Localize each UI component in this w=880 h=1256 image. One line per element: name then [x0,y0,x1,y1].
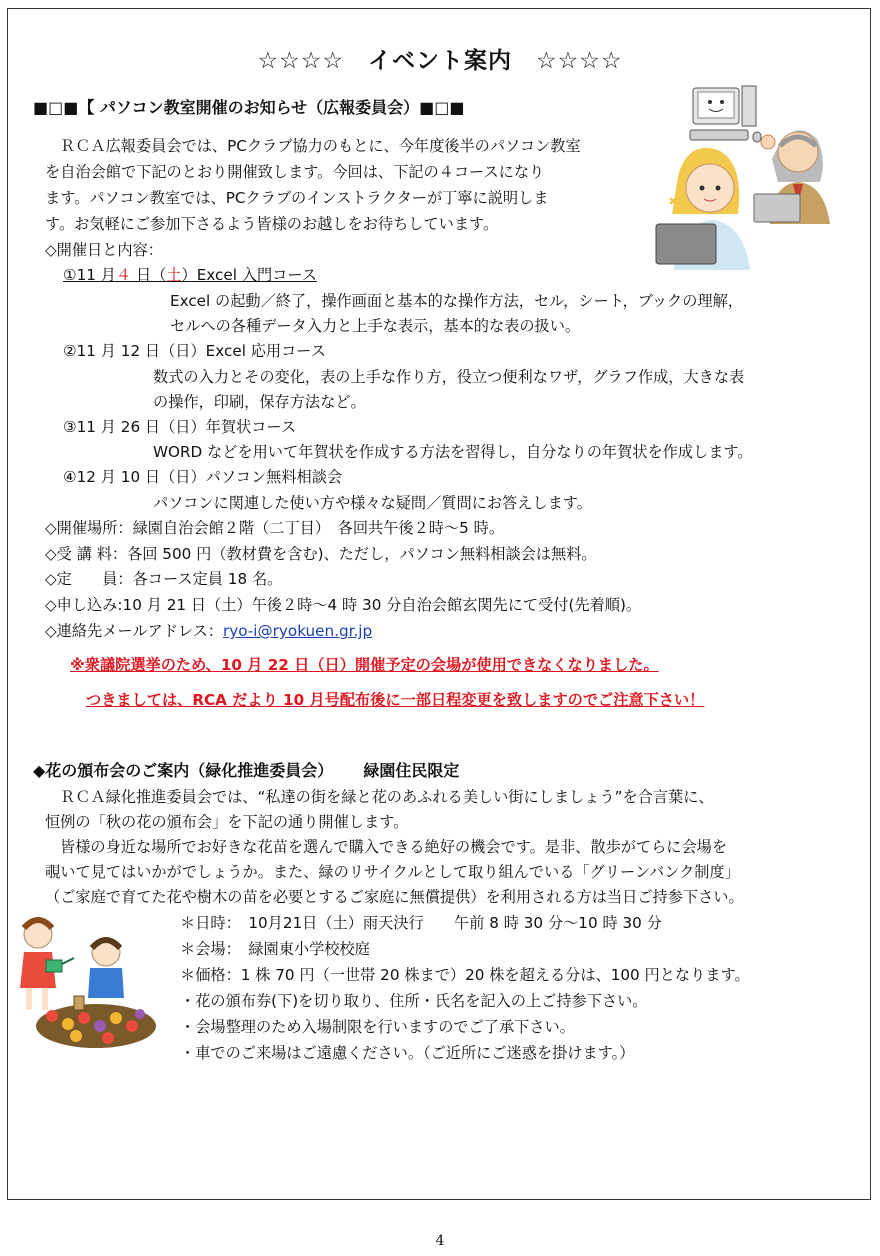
contact-line [45,619,372,644]
venue-line: ◇開催場所：緑園自治会館２階（二丁目） 各回共午後２時～5 時。 [45,519,505,537]
residents-only-tag: 緑園住民限定 [363,761,460,780]
flower-kids-illustration [12,908,160,1056]
course1-desc: セルへの各種データ入力と上手な表示，基本的な表の扱い。 [170,317,581,335]
flower-para-line: 恒例の「秋の花の頒布会」を下記の通り開催します。 [45,813,409,831]
flower-heading-text: ◆花の頒布会のご案内（緑化推進委員会） [33,761,334,780]
course1-day: ４ [115,266,132,284]
schedule-label: ◇開催日と内容： [45,241,163,259]
course1-weekday: 土 [166,266,182,284]
course4-desc: パソコンに関連した使い方や様々な疑問／質問にお答えします。 [153,494,592,512]
flower-detail: ・花の頒布券(下)を切り取り、住所・氏名を記入の上ご持参下さい。 [180,992,648,1010]
woman-figure [656,148,750,270]
page-title: ☆☆☆☆ イベント案内 ☆☆☆☆ [257,48,623,74]
course1-prefix: ①11 月 [63,266,116,284]
flower-para-line: （ご家庭で育てた花や樹木の苗を必要とするご家庭に無償提供）を利用される方は当日ご持参下さい。 [45,888,744,906]
contact-label: ◇連絡先メールアドレス： [45,622,223,640]
notice-schedule-change: つきましては、RCA だより 10 月号配布後に一部日程変更を致しますのでご注意下さい！ [86,691,705,709]
course1-mid: 日（ [131,266,167,284]
girl-figure [20,920,74,1010]
man-figure [754,130,830,224]
capacity-line: ◇定 員：各コース定員 18 名。 [45,570,283,588]
course2-desc: 数式の入力とその変化，表の上手な作り方，役立つ便利なワザ，グラフ作成，大きな表 [153,368,745,386]
course1-suffix: ）Excel 入門コース [181,266,317,284]
flower-detail: ・会場整理のため入場制限を行いますのでご了承下さい。 [180,1018,575,1036]
computer-icon [690,86,761,142]
flower-detail: ・車でのご来場はご遠慮ください。（ご近所にご迷惑を掛けます。） [180,1044,635,1062]
course3-title: ③11 月 26 日（日）年賀状コース [63,418,297,436]
pc-intro-line: を自治会館で下記のとおり開催致します。今回は、下記の４コースになり [45,163,545,181]
pc-section-heading: ■□■【 パソコン教室開催のお知らせ（広報委員会）■□■ [33,98,465,117]
contact-email-link[interactable]: ryo-i@ryokuen.gr.jp [222,622,373,640]
course2-title: ②11 月 12 日（日）Excel 応用コース [63,342,326,360]
notice-election: ※衆議院選挙のため、10 月 22 日（日）開催予定の会場が使用できなくなりました。 [70,656,659,674]
flower-detail: ＊価格：1 株 70 円（一世帯 20 株まで）20 株を超える分は、100 円となります。 [180,966,750,984]
pc-intro-line: ます。パソコン教室では、PCクラブのインストラクターが丁寧に説明しま [45,189,549,207]
pc-class-illustration [652,84,842,274]
flower-para-line: 覗いて見てはいかがでしょうか。また、緑のリサイクルとして取り組んでいる「グリーンバンク制度」 [45,863,740,881]
course2-desc: の操作，印刷，保存方法など。 [153,393,366,411]
pc-intro-line: ＲＣＡ広報委員会では、PCクラブ協力のもとに、今年度後半のパソコン教室 [60,137,581,155]
boy-figure [74,938,124,1010]
pc-intro-line: す。お気軽にご参加下さるよう皆様のお越しをお待ちしています。 [45,215,499,233]
flower-detail: ＊日時： 10月21日（土）雨天決行 午前 8 時 30 分～10 時 30 分 [180,914,662,932]
course1-desc: Excel の起動／終了，操作画面と基本的な操作方法，セル，シート，ブックの理解， [170,292,743,310]
application-line: ◇申し込み:10 月 21 日（土）午後２時～4 時 30 分自治会館玄関先にて受付(先着順)。 [45,596,642,614]
flower-detail: ＊会場： 緑園東小学校校庭 [180,940,370,958]
page-number: 4 [435,1233,445,1249]
course1-title [63,263,317,288]
flower-para-line: 皆様の身近な場所でお好きな花苗を選んで購入できる絶好の機会です。是非、散歩がてらに会場を [60,838,728,856]
fee-line: ◇受 講 料：各回 500 円（教材費を含む)、ただし，パソコン無料相談会は無料。 [45,545,597,563]
flower-para-line: ＲＣＡ緑化推進委員会では、“私達の街を緑と花のあふれる美しい街にしましょう”を合言葉に、 [60,788,714,806]
course3-desc: WORD などを用いて年賀状を作成する方法を習得し，自分なりの年賀状を作成します。 [153,443,753,461]
course4-title: ④12 月 10 日（日）パソコン無料相談会 [63,468,343,486]
flower-section-heading [33,758,459,783]
